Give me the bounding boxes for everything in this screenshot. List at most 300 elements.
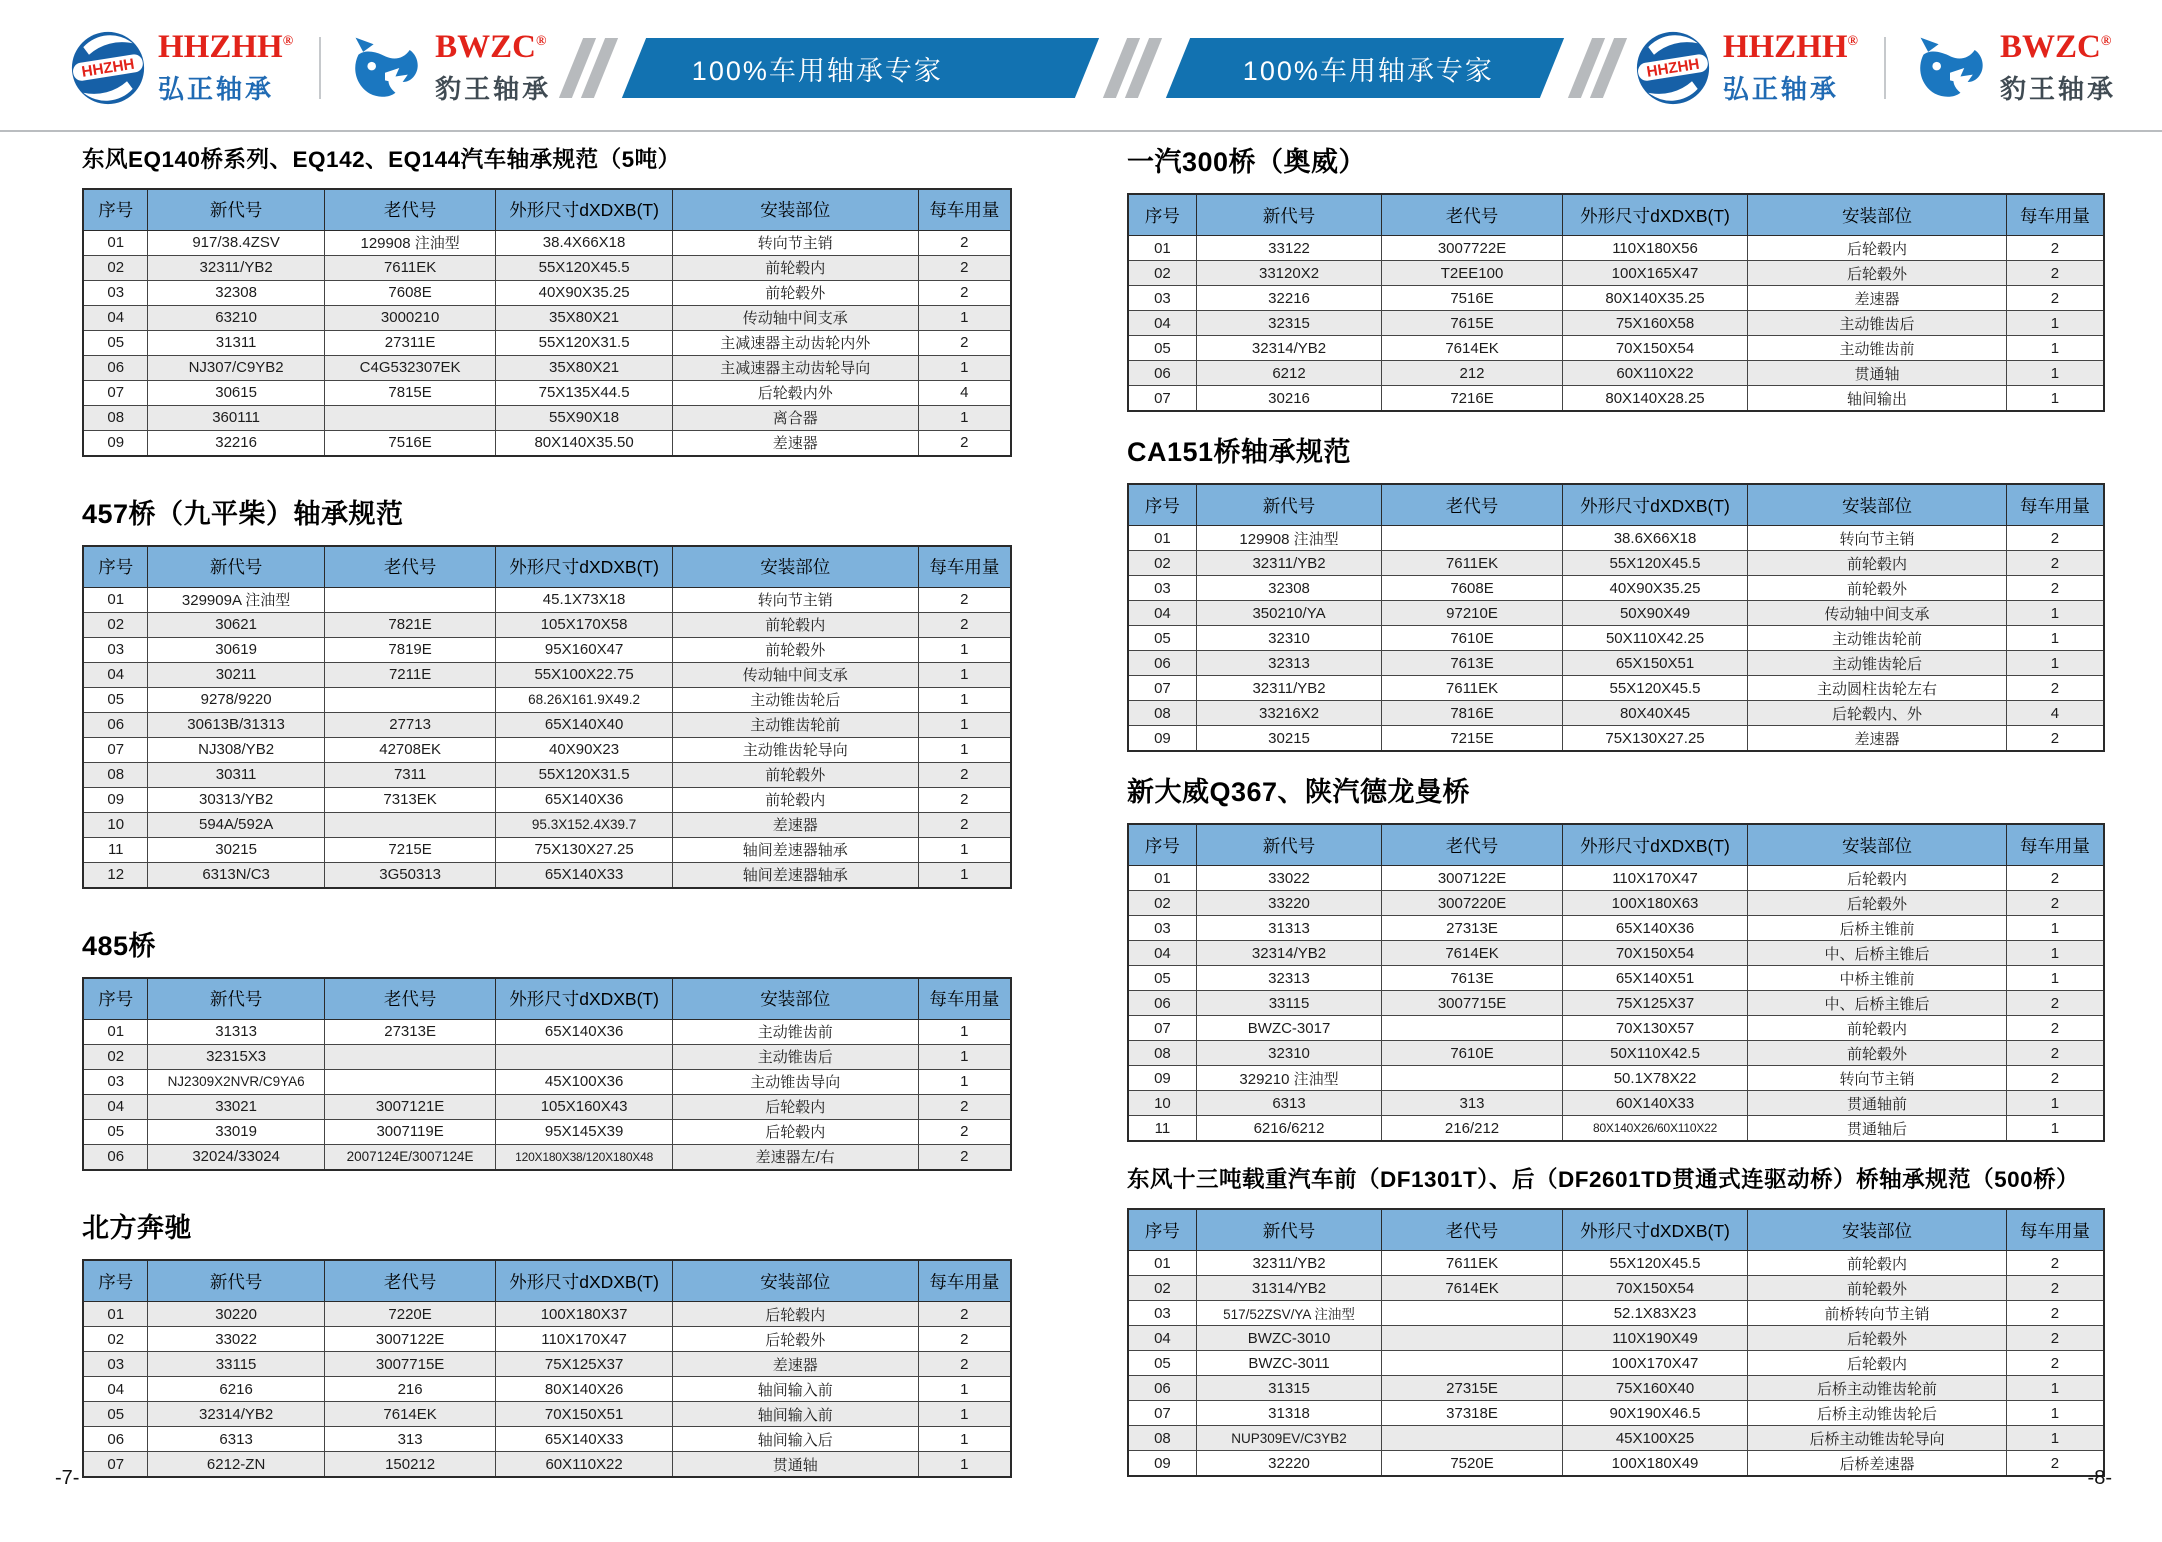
table-cell: 10 xyxy=(1128,1091,1196,1116)
table-cell: 150212 xyxy=(324,1452,496,1478)
table-cell: 轴间输出 xyxy=(1748,386,2007,412)
table-cell: 03 xyxy=(1128,916,1196,941)
table-cell: 01 xyxy=(83,230,148,255)
table-cell: 50X110X42.5 xyxy=(1562,1041,1747,1066)
table-cell: 7816E xyxy=(1382,701,1563,726)
column-header: 每车用量 xyxy=(918,546,1011,588)
table-cell: 2 xyxy=(918,1119,1011,1144)
table-cell: 216/212 xyxy=(1382,1116,1563,1142)
table-cell: 7215E xyxy=(324,837,496,862)
table-cell: 30215 xyxy=(1196,726,1381,752)
column-header: 序号 xyxy=(1128,194,1196,236)
table-cell: 55X90X18 xyxy=(496,405,672,430)
table-cell: 轴间输入前 xyxy=(672,1377,918,1402)
table-row xyxy=(83,1119,1011,1144)
table-cell: 2 xyxy=(918,1327,1011,1352)
table-cell: 05 xyxy=(83,1402,148,1427)
table-cell: 3007715E xyxy=(1382,991,1563,1016)
table-cell: 06 xyxy=(1128,991,1196,1016)
table-cell: 1 xyxy=(918,1069,1011,1094)
table-row xyxy=(83,380,1011,405)
table-row xyxy=(83,405,1011,430)
table-cell: BWZC-3010 xyxy=(1196,1326,1381,1351)
table-cell: 09 xyxy=(83,430,148,456)
column-header: 安装部位 xyxy=(1748,824,2007,866)
table-cell: 6313 xyxy=(1196,1091,1381,1116)
table-cell: 1 xyxy=(2006,1376,2104,1401)
table-cell: 75X135X44.5 xyxy=(496,380,672,405)
table-cell: 33120X2 xyxy=(1196,261,1381,286)
table-cell: 04 xyxy=(83,1377,148,1402)
table-cell: 7516E xyxy=(1382,286,1563,311)
column-header: 老代号 xyxy=(1382,194,1563,236)
table-cell: 7614EK xyxy=(324,1402,496,1427)
table-cell: 主动锥齿后 xyxy=(672,1044,918,1069)
table-cell: 后轮毂内 xyxy=(1748,1351,2007,1376)
table-row xyxy=(1128,311,2104,336)
table-cell: 7815E xyxy=(324,380,496,405)
table-cell: 后轮毂内 xyxy=(672,1302,918,1327)
table-row xyxy=(83,762,1011,787)
table-cell: 313 xyxy=(1382,1091,1563,1116)
content-area xyxy=(0,132,2162,1520)
bearing-spec-table xyxy=(82,1259,1012,1478)
table-row xyxy=(83,587,1011,612)
table-row xyxy=(83,612,1011,637)
table-cell: 32310 xyxy=(1196,1041,1381,1066)
table-cell: 2 xyxy=(2006,1276,2104,1301)
table-cell: 38.6X66X18 xyxy=(1562,526,1747,551)
table-cell: NUP309EV/C3YB2 xyxy=(1196,1426,1381,1451)
table-cell: 02 xyxy=(83,255,148,280)
table-cell: 32310 xyxy=(1196,626,1381,651)
table-cell: 后桥差速器 xyxy=(1748,1451,2007,1477)
table-cell: 63210 xyxy=(148,305,324,330)
table-cell: 差速器左/右 xyxy=(672,1144,918,1170)
table-cell: 75X130X27.25 xyxy=(496,837,672,862)
table-cell: 360111 xyxy=(148,405,324,430)
decor-stripes xyxy=(1580,38,1615,98)
table-cell: 主动锥齿前 xyxy=(672,1019,918,1044)
table-cell: 55X120X45.5 xyxy=(496,255,672,280)
table-cell: 33022 xyxy=(1196,866,1381,891)
table-cell xyxy=(1382,1016,1563,1041)
table-cell: 1 xyxy=(2006,361,2104,386)
table-cell: 贯通轴 xyxy=(672,1452,918,1478)
table-cell: 32220 xyxy=(1196,1451,1381,1477)
table-row xyxy=(1128,1426,2104,1451)
table-section xyxy=(1127,1167,2105,1477)
table-cell: 2007124E/3007124E xyxy=(324,1144,496,1170)
table-cell: 110X180X56 xyxy=(1562,236,1747,261)
table-cell: 06 xyxy=(1128,651,1196,676)
table-cell: 1 xyxy=(918,1452,1011,1478)
column-header: 外形尺寸dXDXB(T) xyxy=(1562,824,1747,866)
table-cell: 1 xyxy=(918,1019,1011,1044)
table-row xyxy=(83,1452,1011,1478)
column-header: 新代号 xyxy=(1196,484,1381,526)
column-header: 外形尺寸dXDXB(T) xyxy=(1562,194,1747,236)
table-cell: 100X180X37 xyxy=(496,1302,672,1327)
table-cell: 前轮毂外 xyxy=(1748,1041,2007,1066)
column-header: 外形尺寸dXDXB(T) xyxy=(496,1260,672,1302)
table-cell: 31313 xyxy=(148,1019,324,1044)
table-cell: 75X160X58 xyxy=(1562,311,1747,336)
hhzhh-name-cn: 弘正轴承 xyxy=(1722,73,1839,104)
table-title: 485桥 xyxy=(82,930,157,961)
table-cell: 70X150X54 xyxy=(1562,1276,1747,1301)
table-cell: 105X160X43 xyxy=(496,1094,672,1119)
table-section xyxy=(1127,147,2105,412)
table-cell: 前轮毂内 xyxy=(1748,551,2007,576)
table-cell: 1 xyxy=(918,1044,1011,1069)
table-title: 北方奔驰 xyxy=(82,1212,192,1243)
table-cell: 轴间输入后 xyxy=(672,1427,918,1452)
table-cell: 6313 xyxy=(148,1427,324,1452)
table-row xyxy=(1128,551,2104,576)
column-header: 安装部位 xyxy=(672,978,918,1020)
table-cell: 2 xyxy=(2006,236,2104,261)
table-cell: 30621 xyxy=(148,612,324,637)
hhzhh-logo-icon xyxy=(1635,30,1711,106)
table-cell: 离合器 xyxy=(672,405,918,430)
table-cell: 差速器 xyxy=(672,430,918,456)
table-cell: 3007119E xyxy=(324,1119,496,1144)
table-cell: 04 xyxy=(1128,311,1196,336)
table-cell: 后轮毂内外 xyxy=(672,380,918,405)
table-cell: 后桥主动锥齿轮前 xyxy=(1748,1376,2007,1401)
table-cell: 30615 xyxy=(148,380,324,405)
table-cell xyxy=(324,812,496,837)
table-cell xyxy=(324,1044,496,1069)
table-cell: 45X100X25 xyxy=(1562,1426,1747,1451)
table-row xyxy=(83,1019,1011,1044)
table-cell: 02 xyxy=(83,1044,148,1069)
table-row xyxy=(1128,1116,2104,1142)
table-section xyxy=(82,1213,1012,1478)
table-cell: 02 xyxy=(83,1327,148,1352)
column-header: 外形尺寸dXDXB(T) xyxy=(496,978,672,1020)
banner-right-text: 100%车用轴承专家 xyxy=(1242,55,1494,86)
column-header: 老代号 xyxy=(324,978,496,1020)
table-cell: 7615E xyxy=(1382,311,1563,336)
column-header: 安装部位 xyxy=(672,1260,918,1302)
table-cell: 7614EK xyxy=(1382,941,1563,966)
table-cell xyxy=(1382,1301,1563,1326)
table-title: 一汽300桥（奥威） xyxy=(1127,147,1367,177)
table-cell: 2 xyxy=(2006,286,2104,311)
table-cell: 90X190X46.5 xyxy=(1562,1401,1747,1426)
table-cell: 后轮毂外 xyxy=(1748,261,2007,286)
table-cell: 1 xyxy=(918,712,1011,737)
table-cell: 32311/YB2 xyxy=(1196,551,1381,576)
table-row xyxy=(83,1402,1011,1427)
table-cell: 差速器 xyxy=(1748,726,2007,752)
table-cell: 30313/YB2 xyxy=(148,787,324,812)
table-cell: 前轮毂外 xyxy=(1748,576,2007,601)
column-header: 老代号 xyxy=(1382,484,1563,526)
table-cell: 30311 xyxy=(148,762,324,787)
table-row xyxy=(83,1069,1011,1094)
table-row xyxy=(1128,916,2104,941)
table-cell: 2 xyxy=(2006,676,2104,701)
table-cell: 1 xyxy=(2006,916,2104,941)
table-cell: 前桥转向节主销 xyxy=(1748,1301,2007,1326)
table-cell: 10 xyxy=(83,812,148,837)
table-cell: 03 xyxy=(83,1069,148,1094)
table-cell: 07 xyxy=(1128,386,1196,412)
table-cell: 11 xyxy=(1128,1116,1196,1142)
column-header: 新代号 xyxy=(148,1260,324,1302)
decor-stripes xyxy=(1115,38,1150,98)
svg-text:HHZHH: HHZHH xyxy=(80,55,136,81)
table-cell: 主动锥齿轮导向 xyxy=(672,737,918,762)
table-header-row xyxy=(83,1260,1011,1302)
table-cell: 主动锥齿轮前 xyxy=(672,712,918,737)
bearing-spec-table xyxy=(82,188,1012,457)
bwzc-name-cn: 豹王轴承 xyxy=(435,73,552,104)
table-cell: 38.4X66X18 xyxy=(496,230,672,255)
table-cell: 01 xyxy=(1128,236,1196,261)
table-row xyxy=(1128,1376,2104,1401)
table-cell: 3007121E xyxy=(324,1094,496,1119)
table-cell: 37318E xyxy=(1382,1401,1563,1426)
column-header: 每车用量 xyxy=(2006,824,2104,866)
table-row xyxy=(1128,651,2104,676)
table-cell: 517/52ZSV/YA 注油型 xyxy=(1196,1301,1381,1326)
table-cell: 转向节主销 xyxy=(672,230,918,255)
column-header: 序号 xyxy=(83,978,148,1020)
table-cell: 01 xyxy=(83,1302,148,1327)
decor-stripes xyxy=(571,38,606,98)
table-cell: 27311E xyxy=(324,330,496,355)
table-cell: 100X180X49 xyxy=(1562,1451,1747,1477)
table-cell: 329909A 注油型 xyxy=(148,587,324,612)
table-cell: 52.1X83X23 xyxy=(1562,1301,1747,1326)
table-row xyxy=(1128,891,2104,916)
page-left xyxy=(82,147,1012,1520)
table-cell: 95.3X152.4X39.7 xyxy=(496,812,672,837)
table-cell: 80X140X26/60X110X22 xyxy=(1562,1116,1747,1142)
table-row xyxy=(1128,1451,2104,1477)
hhzhh-name-cn: 弘正轴承 xyxy=(158,73,275,104)
bwzc-name-en: BWZC® xyxy=(1999,28,2112,65)
table-cell: 2 xyxy=(918,1144,1011,1170)
column-header: 安装部位 xyxy=(672,546,918,588)
table-row xyxy=(83,1044,1011,1069)
brand-divider xyxy=(319,37,321,99)
table-cell: 1 xyxy=(2006,941,2104,966)
table-cell: 04 xyxy=(83,305,148,330)
table-cell: 3007715E xyxy=(324,1352,496,1377)
table-cell: 后轮毂内 xyxy=(1748,866,2007,891)
table-cell: 55X100X22.75 xyxy=(496,662,672,687)
bearing-spec-table xyxy=(1127,193,2105,412)
table-header-row xyxy=(83,978,1011,1020)
hhzhh-name-en: HHZHH® xyxy=(158,28,294,65)
table-cell: 07 xyxy=(1128,1401,1196,1426)
table-cell: 105X170X58 xyxy=(496,612,672,637)
table-cell: 7608E xyxy=(1382,576,1563,601)
table-header-row xyxy=(1128,824,2104,866)
table-cell: 2 xyxy=(918,787,1011,812)
table-cell: 03 xyxy=(1128,1301,1196,1326)
table-cell: 2 xyxy=(918,430,1011,456)
table-row xyxy=(1128,261,2104,286)
table-row xyxy=(83,637,1011,662)
column-header: 序号 xyxy=(1128,824,1196,866)
table-cell: NJ2309X2NVR/C9YA6 xyxy=(148,1069,324,1094)
table-header-row xyxy=(1128,1209,2104,1251)
table-row xyxy=(1128,236,2104,261)
table-cell: 01 xyxy=(83,1019,148,1044)
table-cell: 前轮毂内 xyxy=(672,612,918,637)
table-cell: 06 xyxy=(83,712,148,737)
table-cell: 7611EK xyxy=(1382,676,1563,701)
table-row xyxy=(83,355,1011,380)
table-cell: 30216 xyxy=(1196,386,1381,412)
table-cell: 02 xyxy=(1128,551,1196,576)
table-cell: 7613E xyxy=(1382,966,1563,991)
table-cell: 2 xyxy=(918,1302,1011,1327)
table-row xyxy=(1128,1091,2104,1116)
table-cell: 2 xyxy=(2006,1041,2104,1066)
table-cell: 4 xyxy=(2006,701,2104,726)
table-cell: BWZC-3011 xyxy=(1196,1351,1381,1376)
column-header: 每车用量 xyxy=(918,978,1011,1020)
table-cell: T2EE100 xyxy=(1382,261,1563,286)
table-cell: 75X130X27.25 xyxy=(1562,726,1747,752)
table-cell: 7611EK xyxy=(1382,551,1563,576)
table-cell: 31313 xyxy=(1196,916,1381,941)
table-cell: 前轮毂外 xyxy=(1748,1276,2007,1301)
table-row xyxy=(83,1094,1011,1119)
table-cell: 70X150X51 xyxy=(496,1402,672,1427)
table-header-row xyxy=(1128,484,2104,526)
table-row xyxy=(1128,1066,2104,1091)
table-title: 东风十三吨载重汽车前（DF1301T）、后（DF2601TD贯通式连驱动桥）桥轴承规范（500桥） xyxy=(1127,1167,2080,1193)
table-cell: 差速器 xyxy=(1748,286,2007,311)
column-header: 老代号 xyxy=(324,1260,496,1302)
table-cell: 95X145X39 xyxy=(496,1119,672,1144)
table-cell: 后轮毂内 xyxy=(1748,236,2007,261)
table-cell: 07 xyxy=(83,380,148,405)
table-cell: 120X180X38/120X180X48 xyxy=(496,1144,672,1170)
table-cell: 贯通轴前 xyxy=(1748,1091,2007,1116)
table-cell: 35X80X21 xyxy=(496,305,672,330)
bwzc-leopard-logo-icon xyxy=(1912,30,1988,106)
table-cell: 3000210 xyxy=(324,305,496,330)
table-cell: 40X90X35.25 xyxy=(496,280,672,305)
table-cell: 7216E xyxy=(1382,386,1563,412)
table-cell: 65X140X51 xyxy=(1562,966,1747,991)
table-cell: 2 xyxy=(2006,1351,2104,1376)
table-cell: 04 xyxy=(1128,1326,1196,1351)
table-cell: 2 xyxy=(918,330,1011,355)
table-header-row xyxy=(1128,194,2104,236)
table-row xyxy=(1128,726,2104,752)
table-cell: 1 xyxy=(2006,626,2104,651)
table-cell: 6313N/C3 xyxy=(148,862,324,888)
table-cell: 7611EK xyxy=(324,255,496,280)
bearing-spec-table xyxy=(1127,823,2105,1142)
table-row xyxy=(83,305,1011,330)
table-cell: 2 xyxy=(2006,551,2104,576)
table-cell: 7611EK xyxy=(1382,1251,1563,1276)
table-cell: 129908 注油型 xyxy=(324,230,496,255)
table-cell: 33021 xyxy=(148,1094,324,1119)
table-row xyxy=(83,862,1011,888)
table-cell: 3007722E xyxy=(1382,236,1563,261)
table-cell: 2 xyxy=(918,1094,1011,1119)
table-cell: 05 xyxy=(83,1119,148,1144)
table-row xyxy=(1128,626,2104,651)
table-cell: 33220 xyxy=(1196,891,1381,916)
bearing-spec-table xyxy=(82,545,1012,889)
table-cell: 40X90X35.25 xyxy=(1562,576,1747,601)
table-cell: 7821E xyxy=(324,612,496,637)
table-cell: 55X120X31.5 xyxy=(496,762,672,787)
table-cell: 30211 xyxy=(148,662,324,687)
table-cell: 01 xyxy=(1128,526,1196,551)
table-cell: 2 xyxy=(2006,1451,2104,1477)
table-cell: 后轮毂外 xyxy=(1748,891,2007,916)
table-row xyxy=(83,1327,1011,1352)
table-cell: 2 xyxy=(2006,576,2104,601)
table-header-row xyxy=(83,546,1011,588)
table-cell: 60X110X22 xyxy=(1562,361,1747,386)
column-header: 外形尺寸dXDXB(T) xyxy=(496,546,672,588)
table-cell: 1 xyxy=(2006,651,2104,676)
table-cell: 68.26X161.9X49.2 xyxy=(496,687,672,712)
table-cell xyxy=(324,587,496,612)
table-cell: 11 xyxy=(83,837,148,862)
table-cell: 30215 xyxy=(148,837,324,862)
table-cell: 2 xyxy=(2006,1016,2104,1041)
table-cell: 后桥主锥前 xyxy=(1748,916,2007,941)
table-cell: 7220E xyxy=(324,1302,496,1327)
table-cell: 贯通轴后 xyxy=(1748,1116,2007,1142)
table-row xyxy=(83,662,1011,687)
column-header: 新代号 xyxy=(1196,194,1381,236)
table-cell: 32313 xyxy=(1196,966,1381,991)
table-row xyxy=(83,812,1011,837)
table-cell: 07 xyxy=(83,737,148,762)
table-cell: 75X125X37 xyxy=(496,1352,672,1377)
table-cell: 差速器 xyxy=(672,1352,918,1377)
table-cell: 03 xyxy=(83,280,148,305)
table-cell: 04 xyxy=(1128,601,1196,626)
bwzc-name-cn: 豹王轴承 xyxy=(1999,73,2116,104)
table-cell: 传动轴中间支承 xyxy=(672,305,918,330)
table-cell: 55X120X31.5 xyxy=(496,330,672,355)
table-cell: 01 xyxy=(1128,1251,1196,1276)
table-row xyxy=(1128,601,2104,626)
bwzc-name-en: BWZC® xyxy=(435,28,547,65)
table-title: 457桥（九平柴）轴承规范 xyxy=(82,498,404,529)
banner-right xyxy=(1166,38,1564,98)
table-cell: 05 xyxy=(83,687,148,712)
table-cell: C4G532307EK xyxy=(324,355,496,380)
table-section xyxy=(82,931,1012,1171)
table-cell: 2 xyxy=(918,255,1011,280)
column-header: 安装部位 xyxy=(1748,1209,2007,1251)
table-cell: 中、后桥主锥后 xyxy=(1748,941,2007,966)
table-cell: 216 xyxy=(324,1377,496,1402)
table-cell: 04 xyxy=(83,662,148,687)
table-cell xyxy=(324,405,496,430)
table-row xyxy=(1128,1401,2104,1426)
